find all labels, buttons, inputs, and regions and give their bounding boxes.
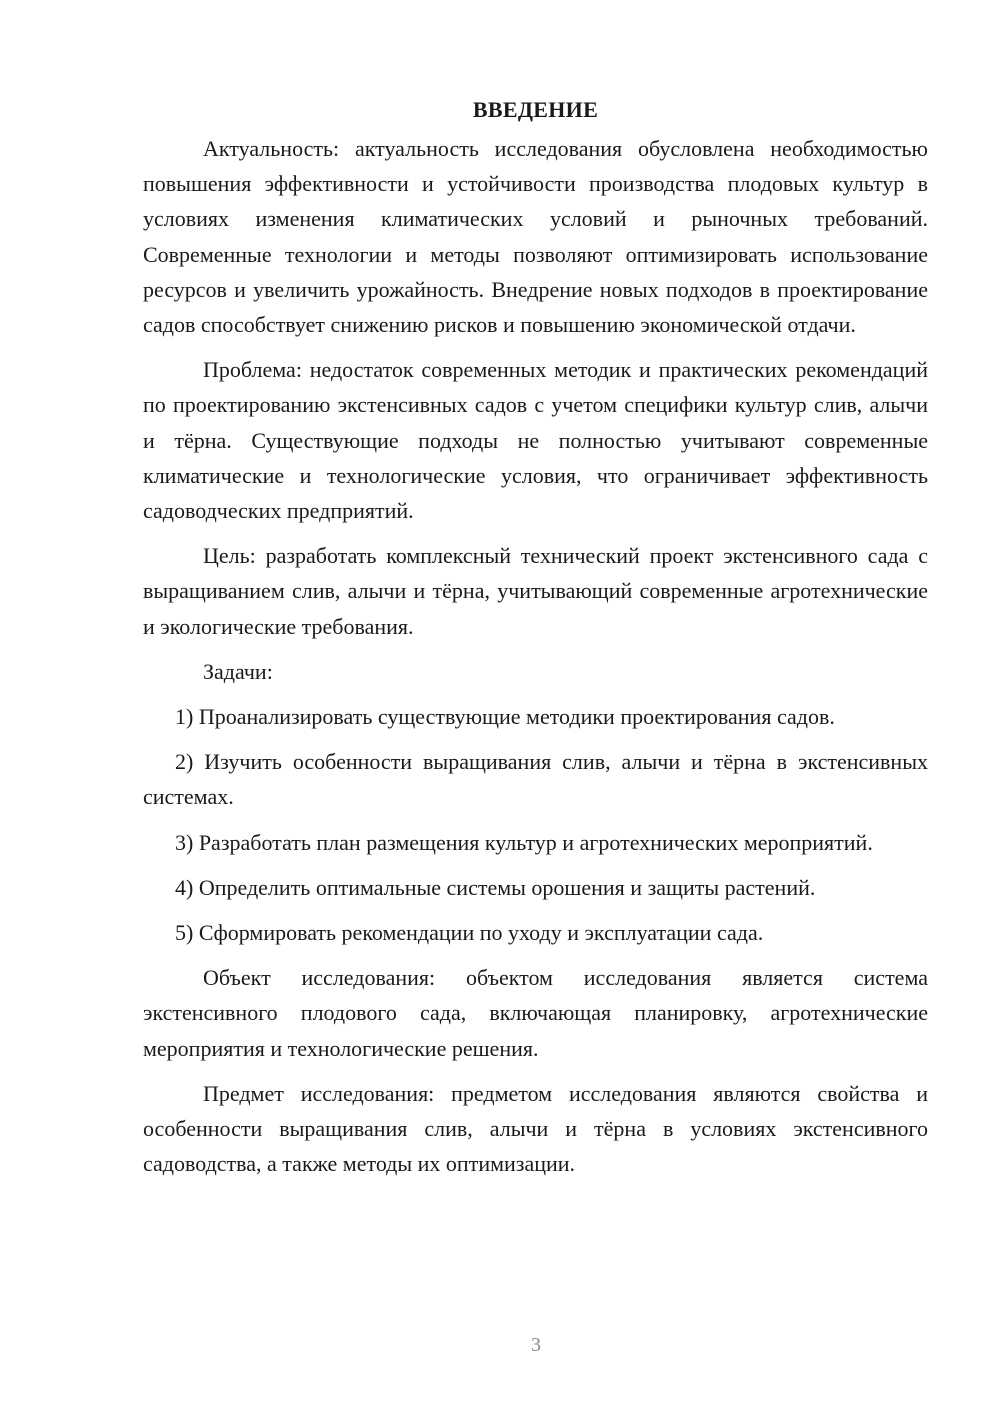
paragraph-goal: Цель: разработать комплексный технический проект экстенсивного сада с выращиванием слив, алычи и тёрна, учитывающий современные агротехнические и экологические требования. — [143, 543, 928, 639]
task-item-5: 5) Сформировать рекомендации по уходу и эксплуатации сада. — [175, 920, 764, 946]
task-item-3: 3) Разработать план размещения культур и агротехнических мероприятий. — [175, 829, 873, 855]
task-item-4: 4) Определить оптимальные системы орошения и защиты растений. — [175, 874, 816, 900]
task-item-1: 1) Проанализировать существующие методики проектирования садов. — [175, 704, 835, 730]
task-item-2: 2) Изучить особенности выращивания слив, алычи и тёрна в экстенсивных системах. — [143, 749, 928, 810]
paragraph-subject: Предмет исследования: предметом исследования являются свойства и особенности выращивания слив, алычи и тёрна в условиях экстенсивного садоводства, а также методы их оптимизации. — [143, 1080, 928, 1177]
document-title: ВВЕДЕНИЕ — [472, 97, 599, 122]
document-page — [143, 92, 928, 1181]
paragraph-relevance: Актуальность: актуальность исследования обусловлена необходимостью повышения эффективности и устойчивости производства плодовых культур в условиях изменения климатических условий и рыночных требований. Современные технологии и методы позволяют оптимизировать использование ресурсов и увеличить урожайность. Внедрение новых подходов в проектирование садов способствует снижению рисков и повышению экономической отдачи. — [143, 136, 928, 338]
paragraph-object: Объект исследования: объектом исследования является система экстенсивного плодового сада, включающая планировку, агротехнические мероприятия и технологические решения. — [143, 965, 928, 1061]
paragraph-problem: Проблема: недостаток современных методик и практических рекомендаций по проектированию экстенсивных садов с учетом специфики культур слив, алычи и тёрна. Существующие подходы не полностью учитывают современные климатические и технологические условия, что ограничивает эффективность садоводческих предприятий. — [143, 357, 928, 524]
tasks-heading: Задачи: — [203, 658, 273, 684]
page-number: 3 — [531, 1334, 541, 1356]
